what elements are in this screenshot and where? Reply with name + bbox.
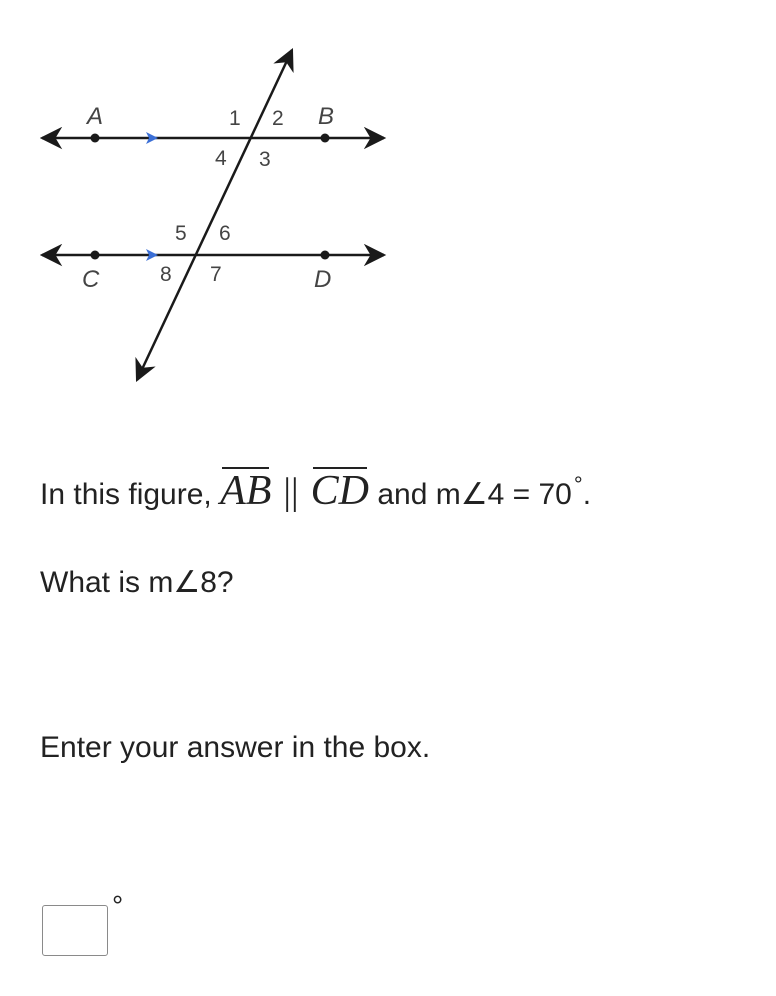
- given-angle: and m∠4 = 70: [377, 478, 572, 511]
- point-d-dot: [321, 251, 330, 260]
- parallel-lines-transversal-figure: [0, 0, 420, 400]
- angle-8-label: 8: [160, 263, 172, 286]
- degree-symbol: °: [573, 472, 583, 497]
- point-b-dot: [321, 134, 330, 143]
- point-b-label: B: [318, 103, 335, 130]
- point-d-label: D: [314, 266, 332, 293]
- angle-3-label: 3: [259, 148, 271, 171]
- question-ask: What is m∠8?: [40, 566, 234, 599]
- period: .: [582, 478, 592, 511]
- answer-degree-symbol: °: [112, 890, 124, 921]
- parallel-symbol: ||: [283, 471, 299, 513]
- segment-ab: AB: [220, 468, 272, 514]
- point-c-dot: [91, 251, 100, 260]
- angle-2-label: 2: [272, 107, 284, 130]
- question-intro: In this figure,: [40, 478, 212, 511]
- answer-input[interactable]: [42, 905, 108, 956]
- point-a-dot: [91, 134, 100, 143]
- angle-5-label: 5: [175, 222, 187, 245]
- point-a-label: A: [87, 103, 104, 130]
- angle-7-label: 7: [210, 263, 222, 286]
- instruction-text: Enter your answer in the box.: [40, 731, 431, 764]
- angle-4-label: 4: [215, 147, 227, 170]
- question-statement: [40, 470, 591, 514]
- segment-cd: CD: [310, 468, 369, 514]
- angle-6-label: 6: [219, 222, 231, 245]
- point-c-label: C: [82, 266, 100, 293]
- angle-1-label: 1: [229, 107, 241, 130]
- transversal-line: [137, 50, 292, 380]
